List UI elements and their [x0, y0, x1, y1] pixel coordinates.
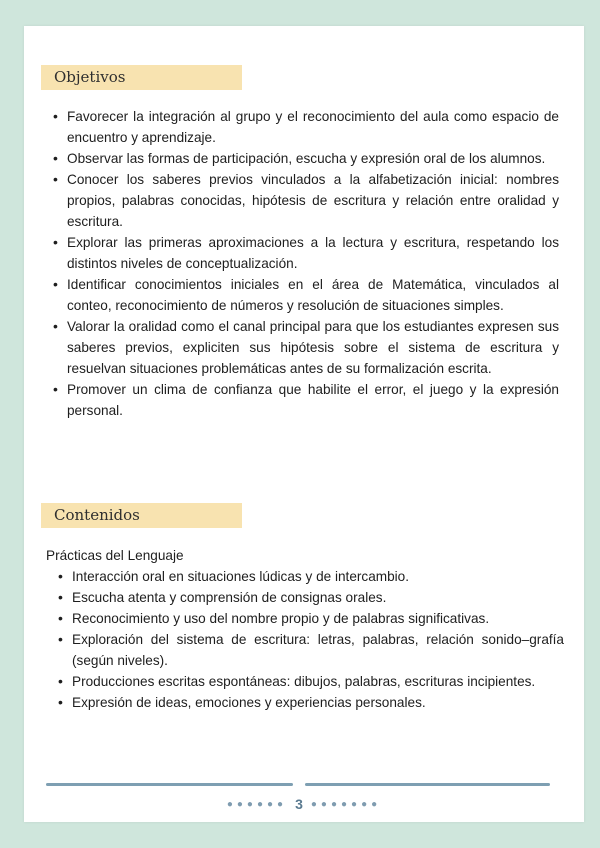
contents-subtitle: Prácticas del Lenguaje	[46, 548, 184, 563]
list-item: • Identificar conocimientos iniciales en el área de Matemática, vinculados al conteo, reconocimiento de números y resolución de situaciones simples.	[67, 274, 559, 316]
list-item: • Interacción oral en situaciones lúdicas y de intercambio.	[72, 566, 564, 587]
objectives-heading: Objetivos	[41, 65, 242, 90]
contents-heading: Contenidos	[41, 503, 242, 528]
contents-list	[72, 566, 564, 713]
list-item: • Reconocimiento y uso del nombre propio y de palabras significativas.	[72, 608, 564, 629]
footer-dots-left: ●●●●●●	[226, 799, 288, 810]
footer-dots-right: ●●●●●●●	[310, 799, 382, 810]
list-item: • Conocer los saberes previos vinculados a la alfabetización inicial: nombres propios, palabras conocidas, hipótesis de escritura y relación entre oralidad y escritura.	[67, 169, 559, 232]
list-item: • Favorecer la integración al grupo y el reconocimiento del aula como espacio de encuentro y aprendizaje.	[67, 106, 559, 148]
list-item: • Producciones escritas espontáneas: dibujos, palabras, escrituras incipientes.	[72, 671, 564, 692]
list-item: • Explorar las primeras aproximaciones a la lectura y escritura, respetando los distintos niveles de conceptualización.	[67, 232, 559, 274]
page-footer	[24, 796, 584, 812]
list-item: • Escucha atenta y comprensión de consignas orales.	[72, 587, 564, 608]
footer-divider-right	[305, 783, 550, 786]
footer-divider-left	[46, 783, 293, 786]
objectives-list	[67, 106, 559, 421]
list-item: • Promover un clima de confianza que habilite el error, el juego y la expresión personal.	[67, 379, 559, 421]
list-item: • Observar las formas de participación, escucha y expresión oral de los alumnos.	[67, 148, 559, 169]
list-item: • Valorar la oralidad como el canal principal para que los estudiantes expresen sus saberes previos, expliciten sus hipótesis sobre el sistema de escritura y resuelvan situaciones problemáticas antes de su formalización escrita.	[67, 316, 559, 379]
list-item: • Exploración del sistema de escritura: letras, palabras, relación sonido–grafía (según niveles).	[72, 629, 564, 671]
document-page	[24, 26, 584, 822]
list-item: • Expresión de ideas, emociones y experiencias personales.	[72, 692, 564, 713]
page-number: 3	[295, 796, 303, 812]
